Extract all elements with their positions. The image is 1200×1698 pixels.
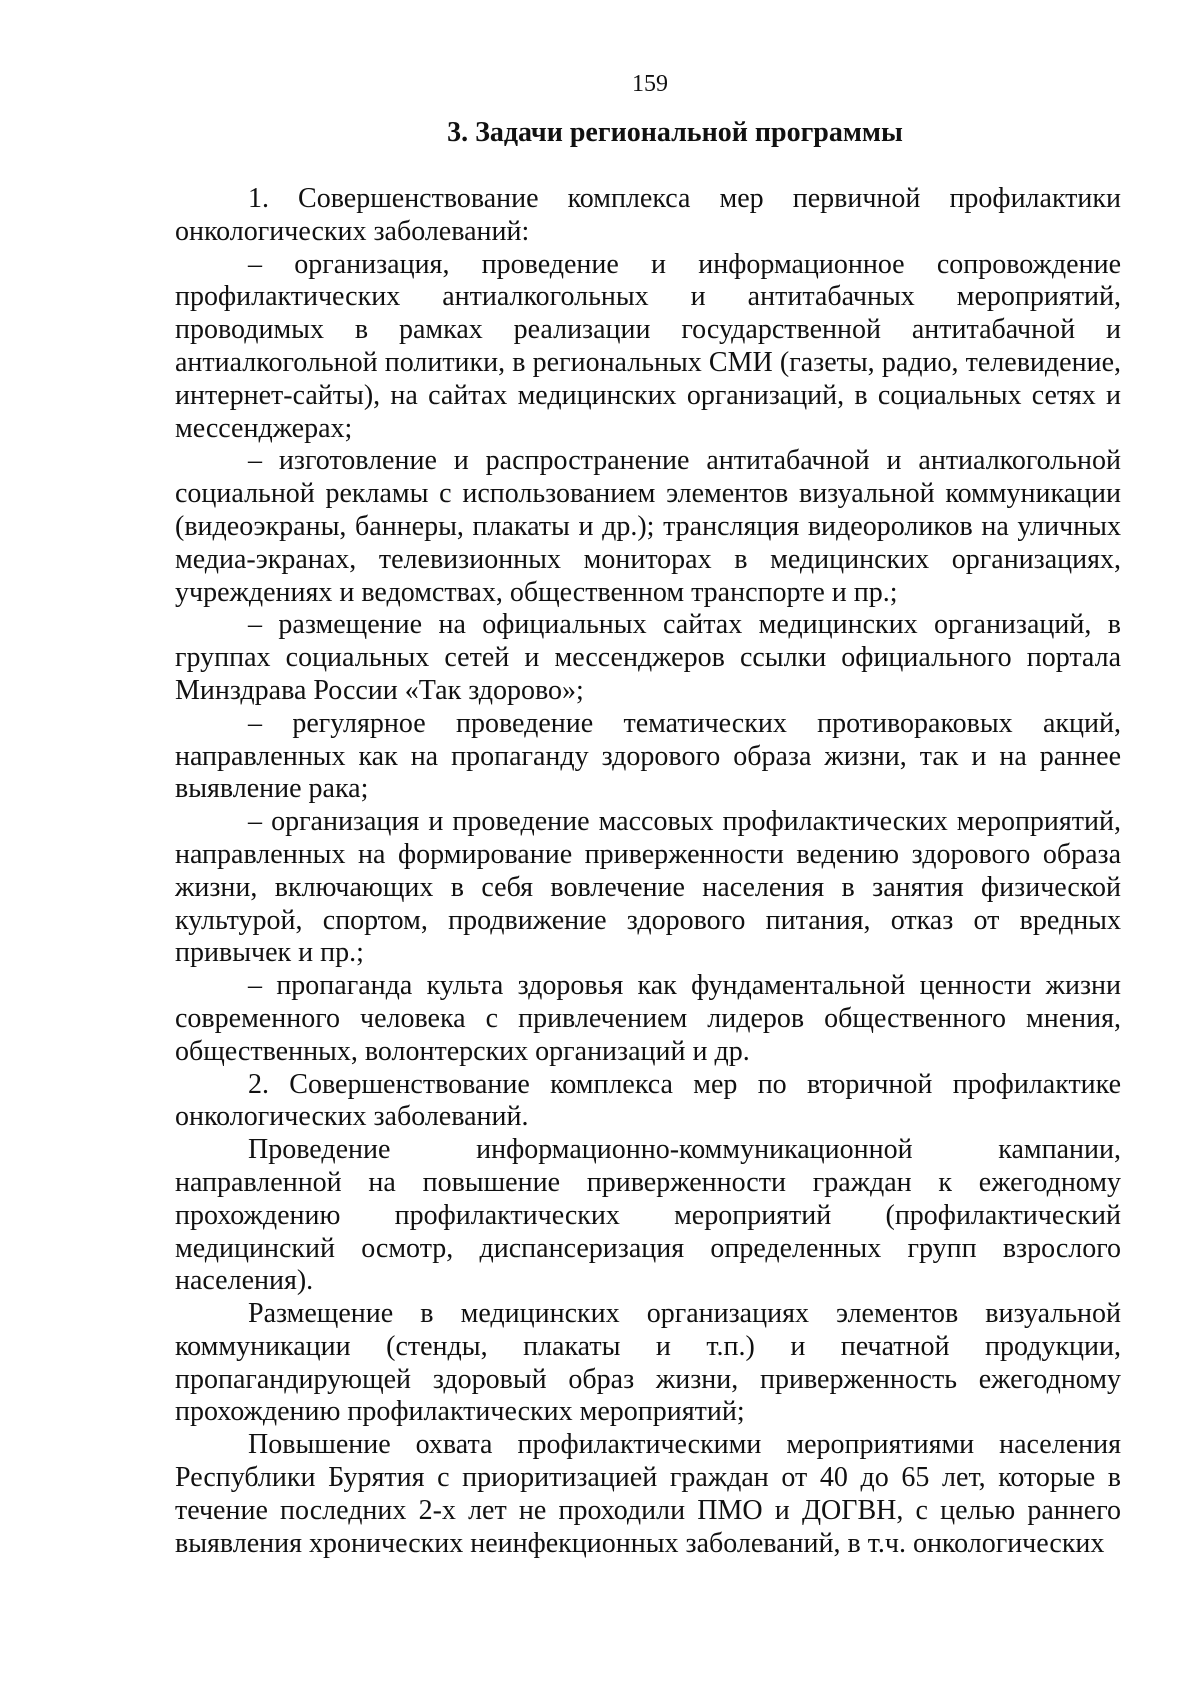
paragraph-mass-events: – организация и проведение массовых профилактических мероприятий, направленных на формирование приверженности ведению здорового образа жизни, включающих в себя вовлечение населения в занятия физической культурой, спортом, продвижение здорового питания, отказ от вредных привычек и пр.;: [175, 806, 1121, 969]
paragraph-coverage-increase: Повышение охвата профилактическими мероприятиями населения Республики Бурятия с приоритизацией граждан от 40 до 65 лет, которые в течение последних 2-х лет не проходили ПМО и ДОГВН, с целью раннего выявления хронических неинфекционных заболеваний, в т.ч. онкологических: [175, 1429, 1121, 1559]
paragraph-social-advertising: – изготовление и распространение антитабачной и антиалкогольной социальной рекламы с использованием элементов визуальной коммуникации (видеоэкраны, баннеры, плакаты и др.); трансляция видеороликов на уличных медиа-экранах, телевизионных мониторах в медицинских организациях, учреждениях и ведомствах, общественном транспорте и пр.;: [175, 445, 1121, 608]
page-number: 159: [632, 71, 668, 97]
section-heading: 3. Задачи региональной программы: [447, 117, 903, 148]
paragraph-visual-communication: Размещение в медицинских организациях элементов визуальной коммуникации (стенды, плакаты и т.п.) и печатной продукции, пропагандирующей здоровый образ жизни, приверженность ежегодному прохождению профилактических мероприятий;: [175, 1298, 1121, 1428]
paragraph-antialcohol-events: – организация, проведение и информационное сопровождение профилактических антиалкогольных и антитабачных мероприятий, проводимых в рамках реализации государственной антитабачной и антиалкогольной политики, в региональных СМИ (газеты, радио, телевидение, интернет-сайты), на сайтах медицинских организаций, в социальных сетях и мессенджерах;: [175, 248, 1121, 444]
paragraph-information-campaign: Проведение информационно-коммуникационной кампании, направленной на повышение приверженности граждан к ежегодному прохождению профилактических мероприятий (профилактический медицинский осмотр, диспансеризация определенных групп взрослого населения).: [175, 1134, 1121, 1297]
paragraph-secondary-prevention-title: 2. Совершенствование комплекса мер по вторичной профилактике онкологических заболеваний.: [175, 1068, 1121, 1133]
paragraph-primary-prevention-title: 1. Совершенствование комплекса мер первичной профилактики онкологических заболеваний:: [175, 183, 1121, 247]
paragraph-anticancer-actions: – регулярное проведение тематических противораковых акций, направленных как на пропаганду здорового образа жизни, так и на раннее выявление рака;: [175, 707, 1121, 805]
paragraph-official-portal-links: – размещение на официальных сайтах медицинских организаций, в группах социальных сетей и мессенджеров ссылки официального портала Минздрава России «Так здорово»;: [175, 609, 1121, 706]
paragraph-health-cult: – пропаганда культа здоровья как фундаментальной ценности жизни современного человека с привлечением лидеров общественного мнения, общественных, волонтерских организаций и др.: [175, 970, 1121, 1067]
document-body: [175, 183, 1121, 1560]
